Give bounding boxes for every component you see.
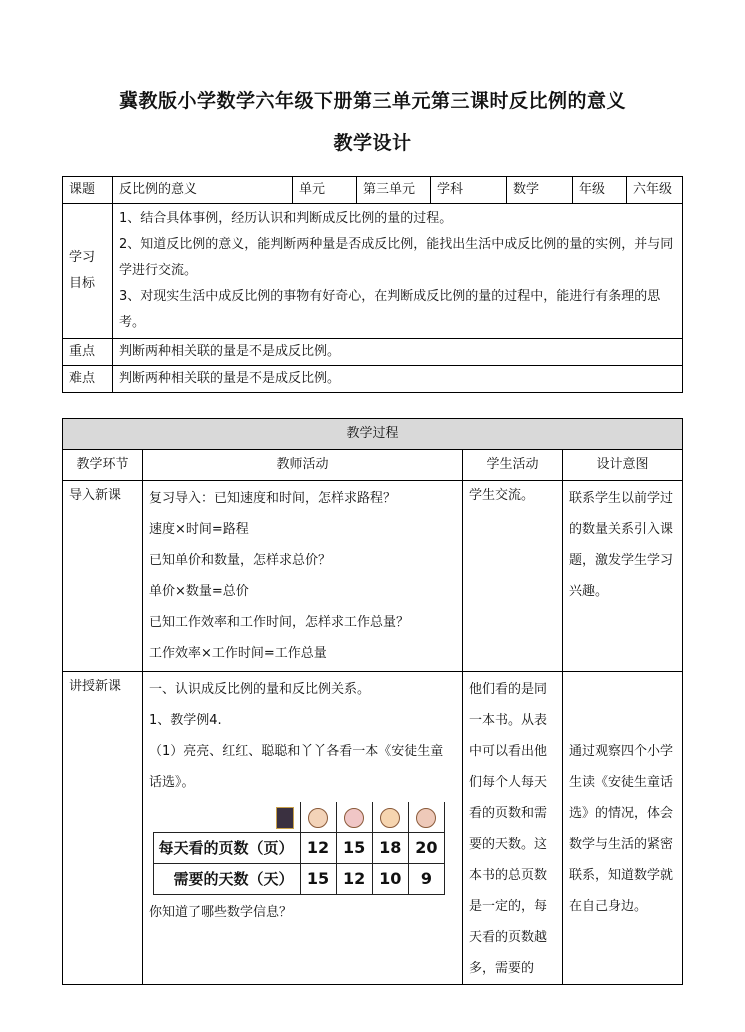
- goal-item: 3、对现实生活中成反比例的事物有好奇心，在判断成反比例的量的过程中，能进行有条理的思考。: [119, 289, 661, 330]
- label-unit: 单元: [293, 177, 357, 204]
- label-key: 重点: [63, 339, 113, 366]
- label-goals: [63, 204, 113, 339]
- book-icon: [276, 807, 294, 829]
- teacher-line: 复习导入：已知速度和时间，怎样求路程？: [149, 491, 397, 506]
- teacher-line: 你知道了哪些数学信息？: [149, 905, 293, 920]
- intro-teacher-cell: [143, 481, 463, 672]
- difficult-value: 判断两种相关联的量是不是成反比例。: [113, 366, 683, 393]
- process-heading: 教学过程: [63, 419, 683, 450]
- days-value: 15: [300, 864, 336, 895]
- intro-intent-text: 联系学生以前学过的数量关系引入课题，激发学生学习兴趣。: [569, 491, 674, 599]
- child-face-icon: [344, 808, 364, 828]
- reading-table: [153, 802, 445, 895]
- row-label-pages: 每天看的页数（页）: [154, 833, 301, 864]
- child-face-icon: [380, 808, 400, 828]
- lesson-intent-cell: [563, 672, 683, 985]
- stage-lesson: 讲授新课: [63, 672, 143, 985]
- lesson-intent-text: 通过观察四个小学生读《安徒生童话选》的情况，体会数学与生活的紧密联系，知道数学就在自己身边。: [569, 744, 674, 914]
- label-topic: 课题: [63, 177, 113, 204]
- lesson-teacher-cell: [143, 672, 463, 985]
- stage-intro: 导入新课: [63, 481, 143, 672]
- goal-item: 2、知道反比例的意义，能判断两种量是否成反比例，能找出生活中成反比例的量的实例，并与同学进行交流。: [119, 237, 674, 278]
- teacher-line: 工作效率×工作时间=工作总量: [149, 646, 327, 661]
- topic-value: 反比例的意义: [113, 177, 293, 204]
- teacher-line: 速度×时间=路程: [149, 522, 249, 537]
- teacher-line: 已知工作效率和工作时间，怎样求工作总量？: [149, 615, 410, 630]
- child-face-icon: [308, 808, 328, 828]
- document-title: 冀教版小学数学六年级下册第三单元第三课时反比例的意义: [118, 90, 626, 112]
- column-header: 设计意图: [563, 450, 683, 481]
- lesson-student-cell: [463, 672, 563, 985]
- teacher-line: 1、教学例4.: [149, 713, 222, 728]
- document-subtitle: 教学设计: [333, 132, 412, 154]
- info-table: [62, 176, 683, 393]
- intro-intent: [563, 481, 683, 672]
- process-table: [62, 418, 683, 985]
- pages-value: 15: [336, 833, 372, 864]
- key-value: 判断两种相关联的量是不是成反比例。: [113, 339, 683, 366]
- unit-value: 第三单元: [357, 177, 431, 204]
- pages-value: 12: [300, 833, 336, 864]
- book-cover: [154, 802, 301, 833]
- label-difficult: 难点: [63, 366, 113, 393]
- teacher-line: 单价×数量=总价: [149, 584, 249, 599]
- pages-value: 18: [372, 833, 408, 864]
- label-goals-text: 学习目标: [69, 250, 96, 291]
- intro-student: 学生交流。: [463, 481, 563, 672]
- row-label-days: 需要的天数（天）: [154, 864, 301, 895]
- goals-cell: [113, 204, 683, 339]
- teacher-line: 已知单价和数量，怎样求总价？: [149, 553, 332, 568]
- days-value: 9: [408, 864, 444, 895]
- child-avatar: [408, 802, 444, 833]
- subject-value: 数学: [507, 177, 573, 204]
- column-header: 学生活动: [463, 450, 563, 481]
- goal-item: 1、结合具体事例，经历认识和判断成反比例的量的过程。: [119, 211, 453, 226]
- teacher-line: （1）亮亮、红红、聪聪和丫丫各看一本《安徒生童话选》。: [149, 744, 444, 790]
- column-header: 教学环节: [63, 450, 143, 481]
- days-value: 10: [372, 864, 408, 895]
- label-subject: 学科: [431, 177, 507, 204]
- column-header: 教师活动: [143, 450, 463, 481]
- child-avatar: [336, 802, 372, 833]
- lesson-student-text: 他们看的是同一本书。从表中可以看出他们每个人每天看的页数和需要的天数。这本书的总页数是一定的，每天看的页数越多，需要的: [469, 682, 548, 976]
- teacher-line: 一、认识成反比例的量和反比例关系。: [149, 682, 371, 697]
- pages-value: 20: [408, 833, 444, 864]
- grade-value: 六年级: [627, 177, 683, 204]
- child-avatar: [300, 802, 336, 833]
- child-face-icon: [416, 808, 436, 828]
- child-avatar: [372, 802, 408, 833]
- days-value: 12: [336, 864, 372, 895]
- label-grade: 年级: [573, 177, 627, 204]
